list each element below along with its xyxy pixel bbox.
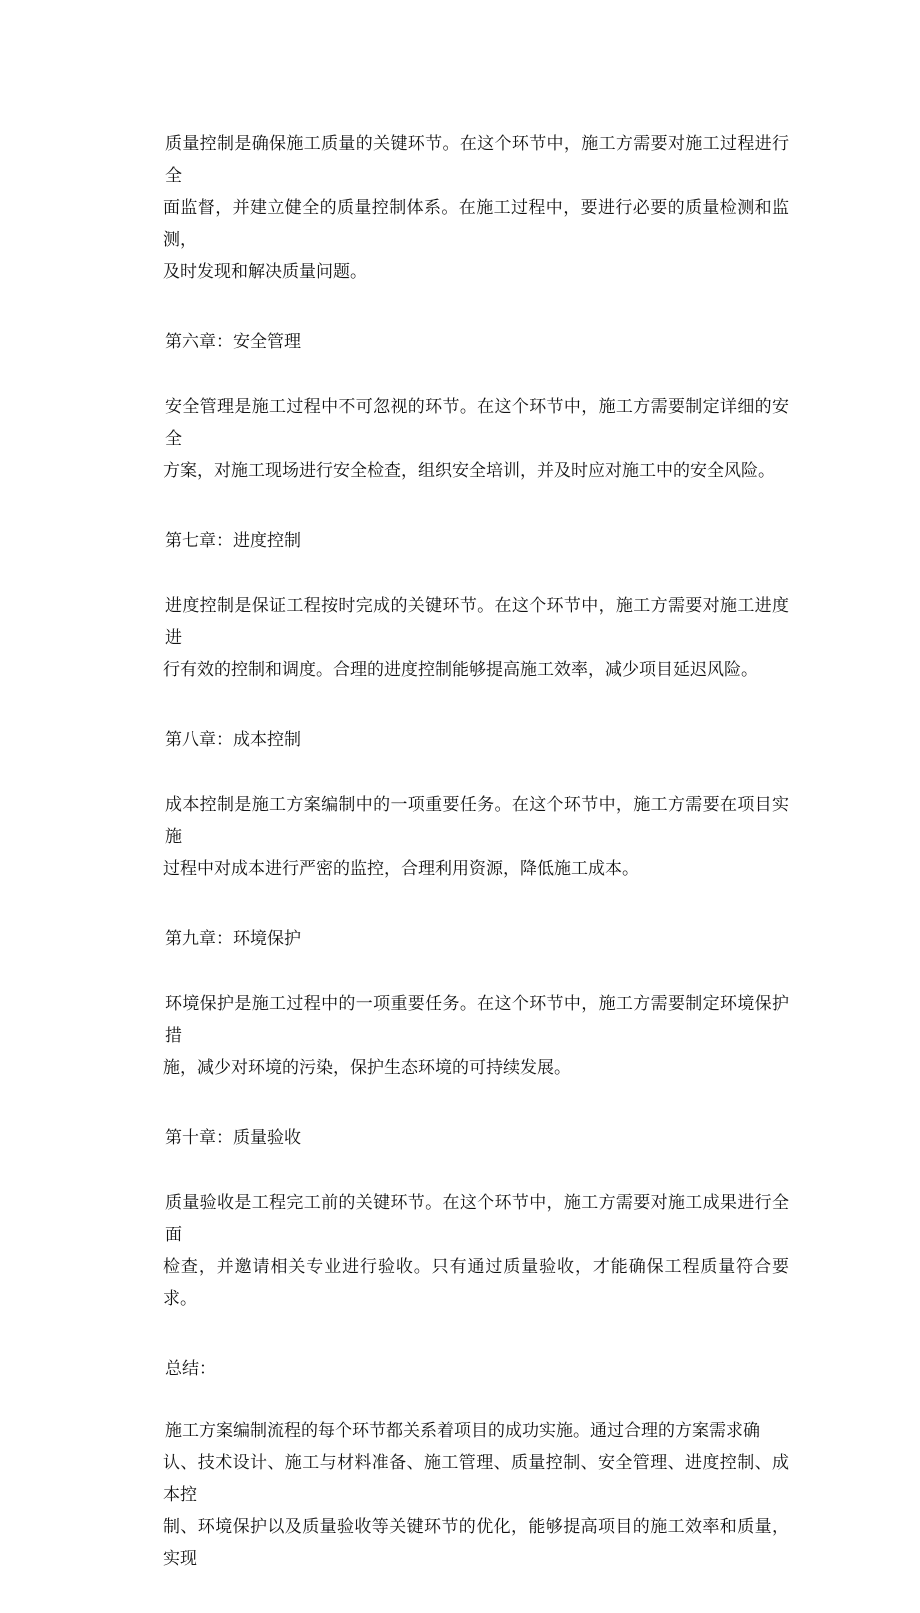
- paragraph-environmental-protection: [165, 988, 789, 1084]
- text-line: 质量验收是工程完工前的关键环节。在这个环节中，施工方需要对施工成果进行全面: [165, 1193, 789, 1245]
- paragraph-cost-control: [165, 789, 789, 885]
- paragraph-quality-control: [165, 128, 789, 288]
- text-line: 及时发现和解决质量问题。: [163, 262, 367, 282]
- text-line: 认、技术设计、施工与材料准备、施工管理、质量控制、安全管理、进度控制、成本控: [163, 1453, 789, 1505]
- paragraph-schedule-control: [165, 590, 789, 686]
- text-line: 行有效的控制和调度。合理的进度控制能够提高施工效率，减少项目延迟风险。: [163, 660, 758, 680]
- summary-heading: 总结：: [165, 1359, 216, 1379]
- text-line: 施，减少对环境的污染，保护生态环境的可持续发展。: [163, 1058, 571, 1078]
- document-body: [165, 128, 789, 1613]
- text-line: 成本控制是施工方案编制中的一项重要任务。在这个环节中，施工方需要在项目实施: [165, 795, 789, 847]
- paragraph-safety-management: [165, 391, 789, 487]
- text-line: 环境保护是施工过程中的一项重要任务。在这个环节中，施工方需要制定环境保护措: [165, 994, 789, 1046]
- paragraph-quality-acceptance: [165, 1187, 789, 1315]
- chapter-7-heading: 第七章：进度控制: [165, 531, 301, 551]
- text-line: 制、环境保护以及质量验收等关键环节的优化，能够提高项目的施工效率和质量，实现: [163, 1517, 789, 1569]
- text-line: 进度控制是保证工程按时完成的关键环节。在这个环节中，施工方需要对施工进度进: [165, 596, 789, 648]
- chapter-8-heading: 第八章：成本控制: [165, 730, 301, 750]
- chapter-9-heading: 第九章：环境保护: [165, 929, 301, 949]
- text-line: 方案，对施工现场进行安全检查，组织安全培训，并及时应对施工中的安全风险。: [163, 461, 775, 481]
- text-line: 施工方案编制流程的每个环节都关系着项目的成功实施。通过合理的方案需求确: [165, 1421, 760, 1441]
- text-line: 质量控制是确保施工质量的关键环节。在这个环节中，施工方需要对施工过程进行全: [165, 134, 789, 186]
- text-line: 检查，并邀请相关专业进行验收。只有通过质量验收，才能确保工程质量符合要求。: [163, 1257, 789, 1309]
- text-line: 过程中对成本进行严密的监控，合理利用资源，降低施工成本。: [163, 859, 639, 879]
- text-line: 安全管理是施工过程中不可忽视的环节。在这个环节中，施工方需要制定详细的安全: [165, 397, 789, 449]
- chapter-6-heading: 第六章：安全管理: [165, 332, 301, 352]
- text-line: 面监督，并建立健全的质量控制体系。在施工过程中，要进行必要的质量检测和监测，: [163, 198, 789, 250]
- chapter-10-heading: 第十章：质量验收: [165, 1128, 301, 1148]
- paragraph-summary: [165, 1415, 789, 1575]
